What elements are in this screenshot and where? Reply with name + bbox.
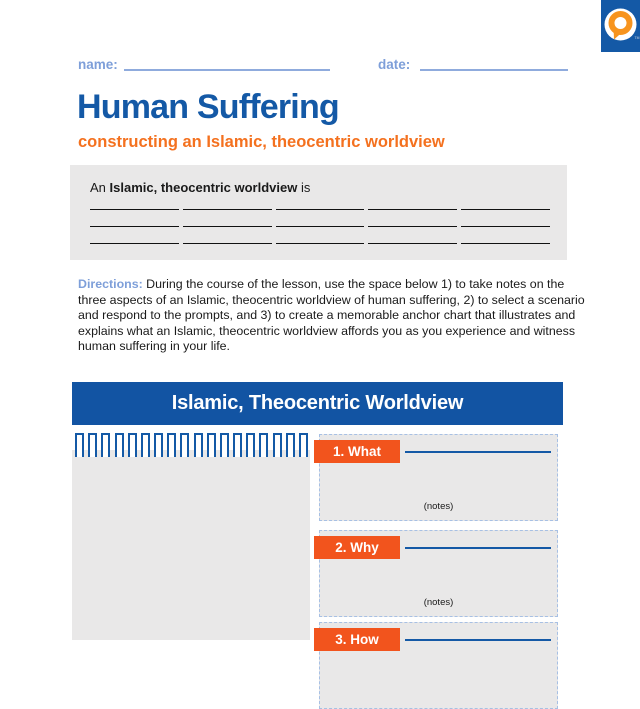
staple-icon [194, 433, 203, 457]
staple-icon [141, 433, 150, 457]
notes-box-why[interactable] [319, 530, 558, 617]
notes-box-how-line[interactable] [405, 639, 551, 641]
definition-blank-line-row[interactable] [90, 211, 550, 227]
notes-box-what-caption: (notes) [423, 501, 454, 512]
notes-box-how-label-text: 3. How [335, 632, 379, 647]
page-title: Human Suffering [77, 88, 339, 126]
notes-box-why-label-text: 2. Why [335, 540, 379, 555]
date-label: date: [378, 57, 411, 72]
svg-text:TM: TM [634, 36, 640, 40]
staple-icon [115, 433, 124, 457]
notes-box-what-line[interactable] [405, 451, 551, 453]
notes-box-why-caption: (notes) [423, 597, 454, 608]
blank-line-segment[interactable] [183, 211, 272, 227]
staple-icon [273, 433, 282, 457]
staple-icon [286, 433, 295, 457]
staple-icon [259, 433, 268, 457]
staple-icon [299, 433, 308, 457]
directions-text: During the course of the lesson, use the space below 1) to take notes on the three aspects of an Islamic, theocentric worldview of human suffering, 2) to select a scenario and respond to the prompts, and 3) to create a memorable anchor chart that illustrates and explains what an Islamic, theocentric worldview affords you as you experience and witness human suffering in your life. [78, 277, 585, 354]
blank-line-segment[interactable] [461, 211, 550, 227]
spiral-binding [75, 433, 308, 457]
notes-box-how[interactable] [319, 622, 558, 709]
blank-line-segment[interactable] [90, 228, 179, 244]
notes-box-why-line[interactable] [405, 547, 551, 549]
blank-line-segment[interactable] [276, 211, 365, 227]
section-banner-title: Islamic, Theocentric Worldview [171, 392, 464, 414]
blank-line-segment[interactable] [368, 228, 457, 244]
blank-line-segment[interactable] [461, 228, 550, 244]
blank-line-segment[interactable] [276, 228, 365, 244]
blank-line-segment[interactable] [183, 228, 272, 244]
brand-logo [601, 0, 640, 52]
notes-box-why-label [314, 536, 400, 559]
staple-icon [88, 433, 97, 457]
staple-icon [154, 433, 163, 457]
blank-line-segment[interactable] [276, 194, 365, 210]
blank-line-segment[interactable] [90, 194, 179, 210]
staple-icon [233, 433, 242, 457]
staple-icon [167, 433, 176, 457]
definition-suffix: is [297, 180, 311, 195]
directions-paragraph [78, 277, 585, 355]
definition-box [70, 165, 567, 260]
definition-term: Islamic, theocentric worldview [109, 180, 298, 195]
date-input-line[interactable] [420, 69, 568, 71]
staple-icon [180, 433, 189, 457]
definition-blank-line-row[interactable] [90, 228, 550, 244]
notes-box-what-label [314, 440, 400, 463]
definition-prefix: An [90, 180, 110, 195]
definition-blank-line-row[interactable] [90, 194, 550, 210]
directions-label: Directions: [78, 277, 143, 291]
definition-prompt [90, 180, 310, 195]
staple-icon [75, 433, 84, 457]
blank-line-segment[interactable] [183, 194, 272, 210]
notes-box-what[interactable] [319, 434, 558, 521]
staple-icon [101, 433, 110, 457]
name-label: name: [78, 57, 118, 72]
q-logo-icon [601, 0, 640, 52]
section-banner [72, 382, 563, 425]
blank-line-segment[interactable] [461, 194, 550, 210]
staple-icon [128, 433, 137, 457]
page-subtitle: constructing an Islamic, theocentric worldview [78, 133, 445, 151]
notes-box-what-label-text: 1. What [332, 444, 381, 459]
staple-icon [246, 433, 255, 457]
blank-line-segment[interactable] [368, 211, 457, 227]
staple-icon [220, 433, 229, 457]
name-input-line[interactable] [124, 69, 330, 71]
blank-line-segment[interactable] [90, 211, 179, 227]
blank-line-segment[interactable] [368, 194, 457, 210]
staple-icon [207, 433, 216, 457]
notepad-area[interactable] [72, 450, 310, 640]
definition-blank-lines[interactable] [90, 194, 550, 245]
